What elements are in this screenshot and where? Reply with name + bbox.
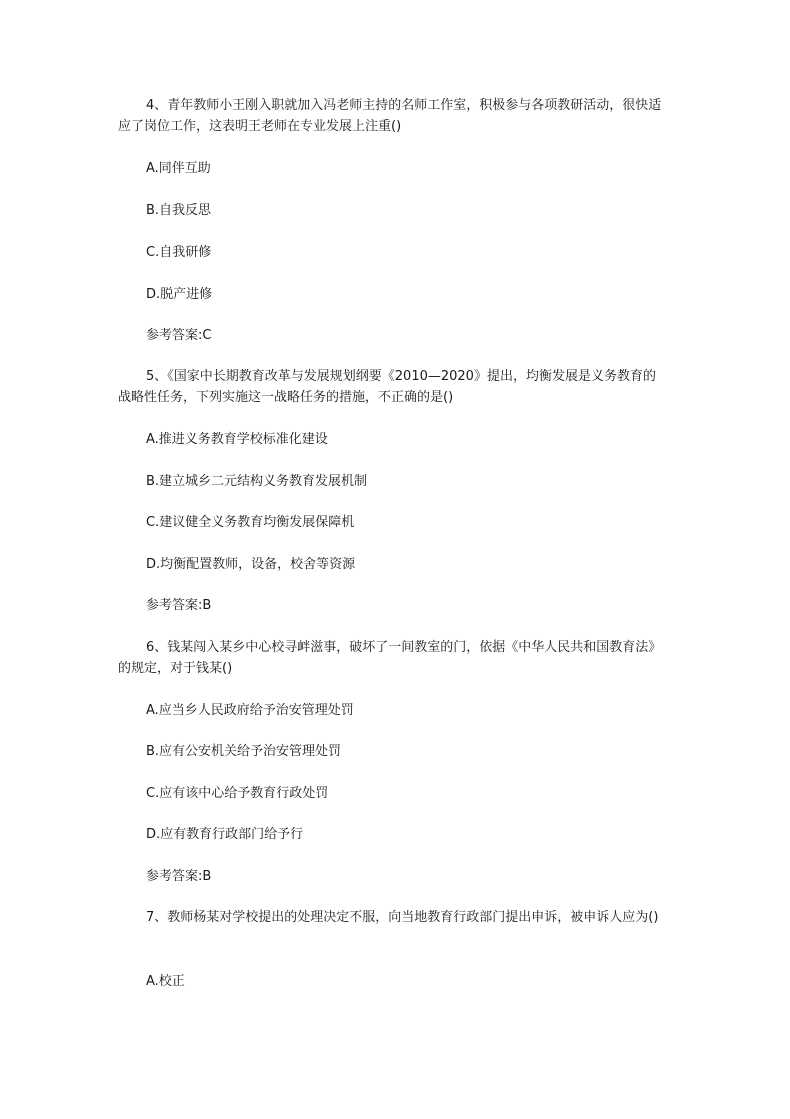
- question-5-text: 5、《国家中长期教育改革与发展规划纲要《2010—2020》提出，均衡发展是义务教育的战略性任务，下列实施这一战略任务的措施，不正确的是(): [118, 369, 656, 405]
- question-5-option-d: D.均衡配置教师，设备，校舍等资源: [146, 557, 356, 572]
- question-6-text: 6、钱某闯入某乡中心校寻衅滋事，破坏了一间教室的门，依据《中华人民共和国教育法》的规定，对于钱某(): [118, 640, 662, 676]
- question-6-answer: 参考答案:B: [146, 869, 212, 884]
- question-4-option-c: C.自我研修: [146, 245, 212, 260]
- question-4-answer: 参考答案:C: [146, 328, 212, 343]
- question-6-option-d: D.应有教育行政部门给予行: [146, 827, 304, 842]
- question-5-option-b: B.建立城乡二元结构义务教育发展机制: [146, 474, 368, 489]
- question-5-option-c: C.建议健全义务教育均衡发展保障机: [146, 515, 355, 530]
- question-7-option-a: A.校正: [146, 974, 185, 989]
- question-6-option-b: B.应有公安机关给予治安管理处罚: [146, 744, 342, 759]
- question-6-option-c: C.应有该中心给予教育行政处罚: [146, 786, 329, 801]
- question-5-option-a: A.推进义务教育学校标准化建设: [146, 432, 328, 447]
- question-6-option-a: A.应当乡人民政府给予治安管理处罚: [146, 703, 354, 718]
- question-5-answer: 参考答案:B: [146, 598, 212, 613]
- question-7-text: 7、教师杨某对学校提出的处理决定不服，向当地教育行政部门提出申诉，被申诉人应为(): [146, 910, 659, 925]
- question-4-text: 4、青年教师小王刚入职就加入冯老师主持的名师工作室，积极参与各项教研活动，很快适应了岗位工作，这表明王老师在专业发展上注重(): [118, 98, 662, 134]
- question-4-option-d: D.脱产进修: [146, 287, 213, 302]
- question-4-option-b: B.自我反思: [146, 203, 212, 218]
- question-4-option-a: A.同伴互助: [146, 161, 211, 176]
